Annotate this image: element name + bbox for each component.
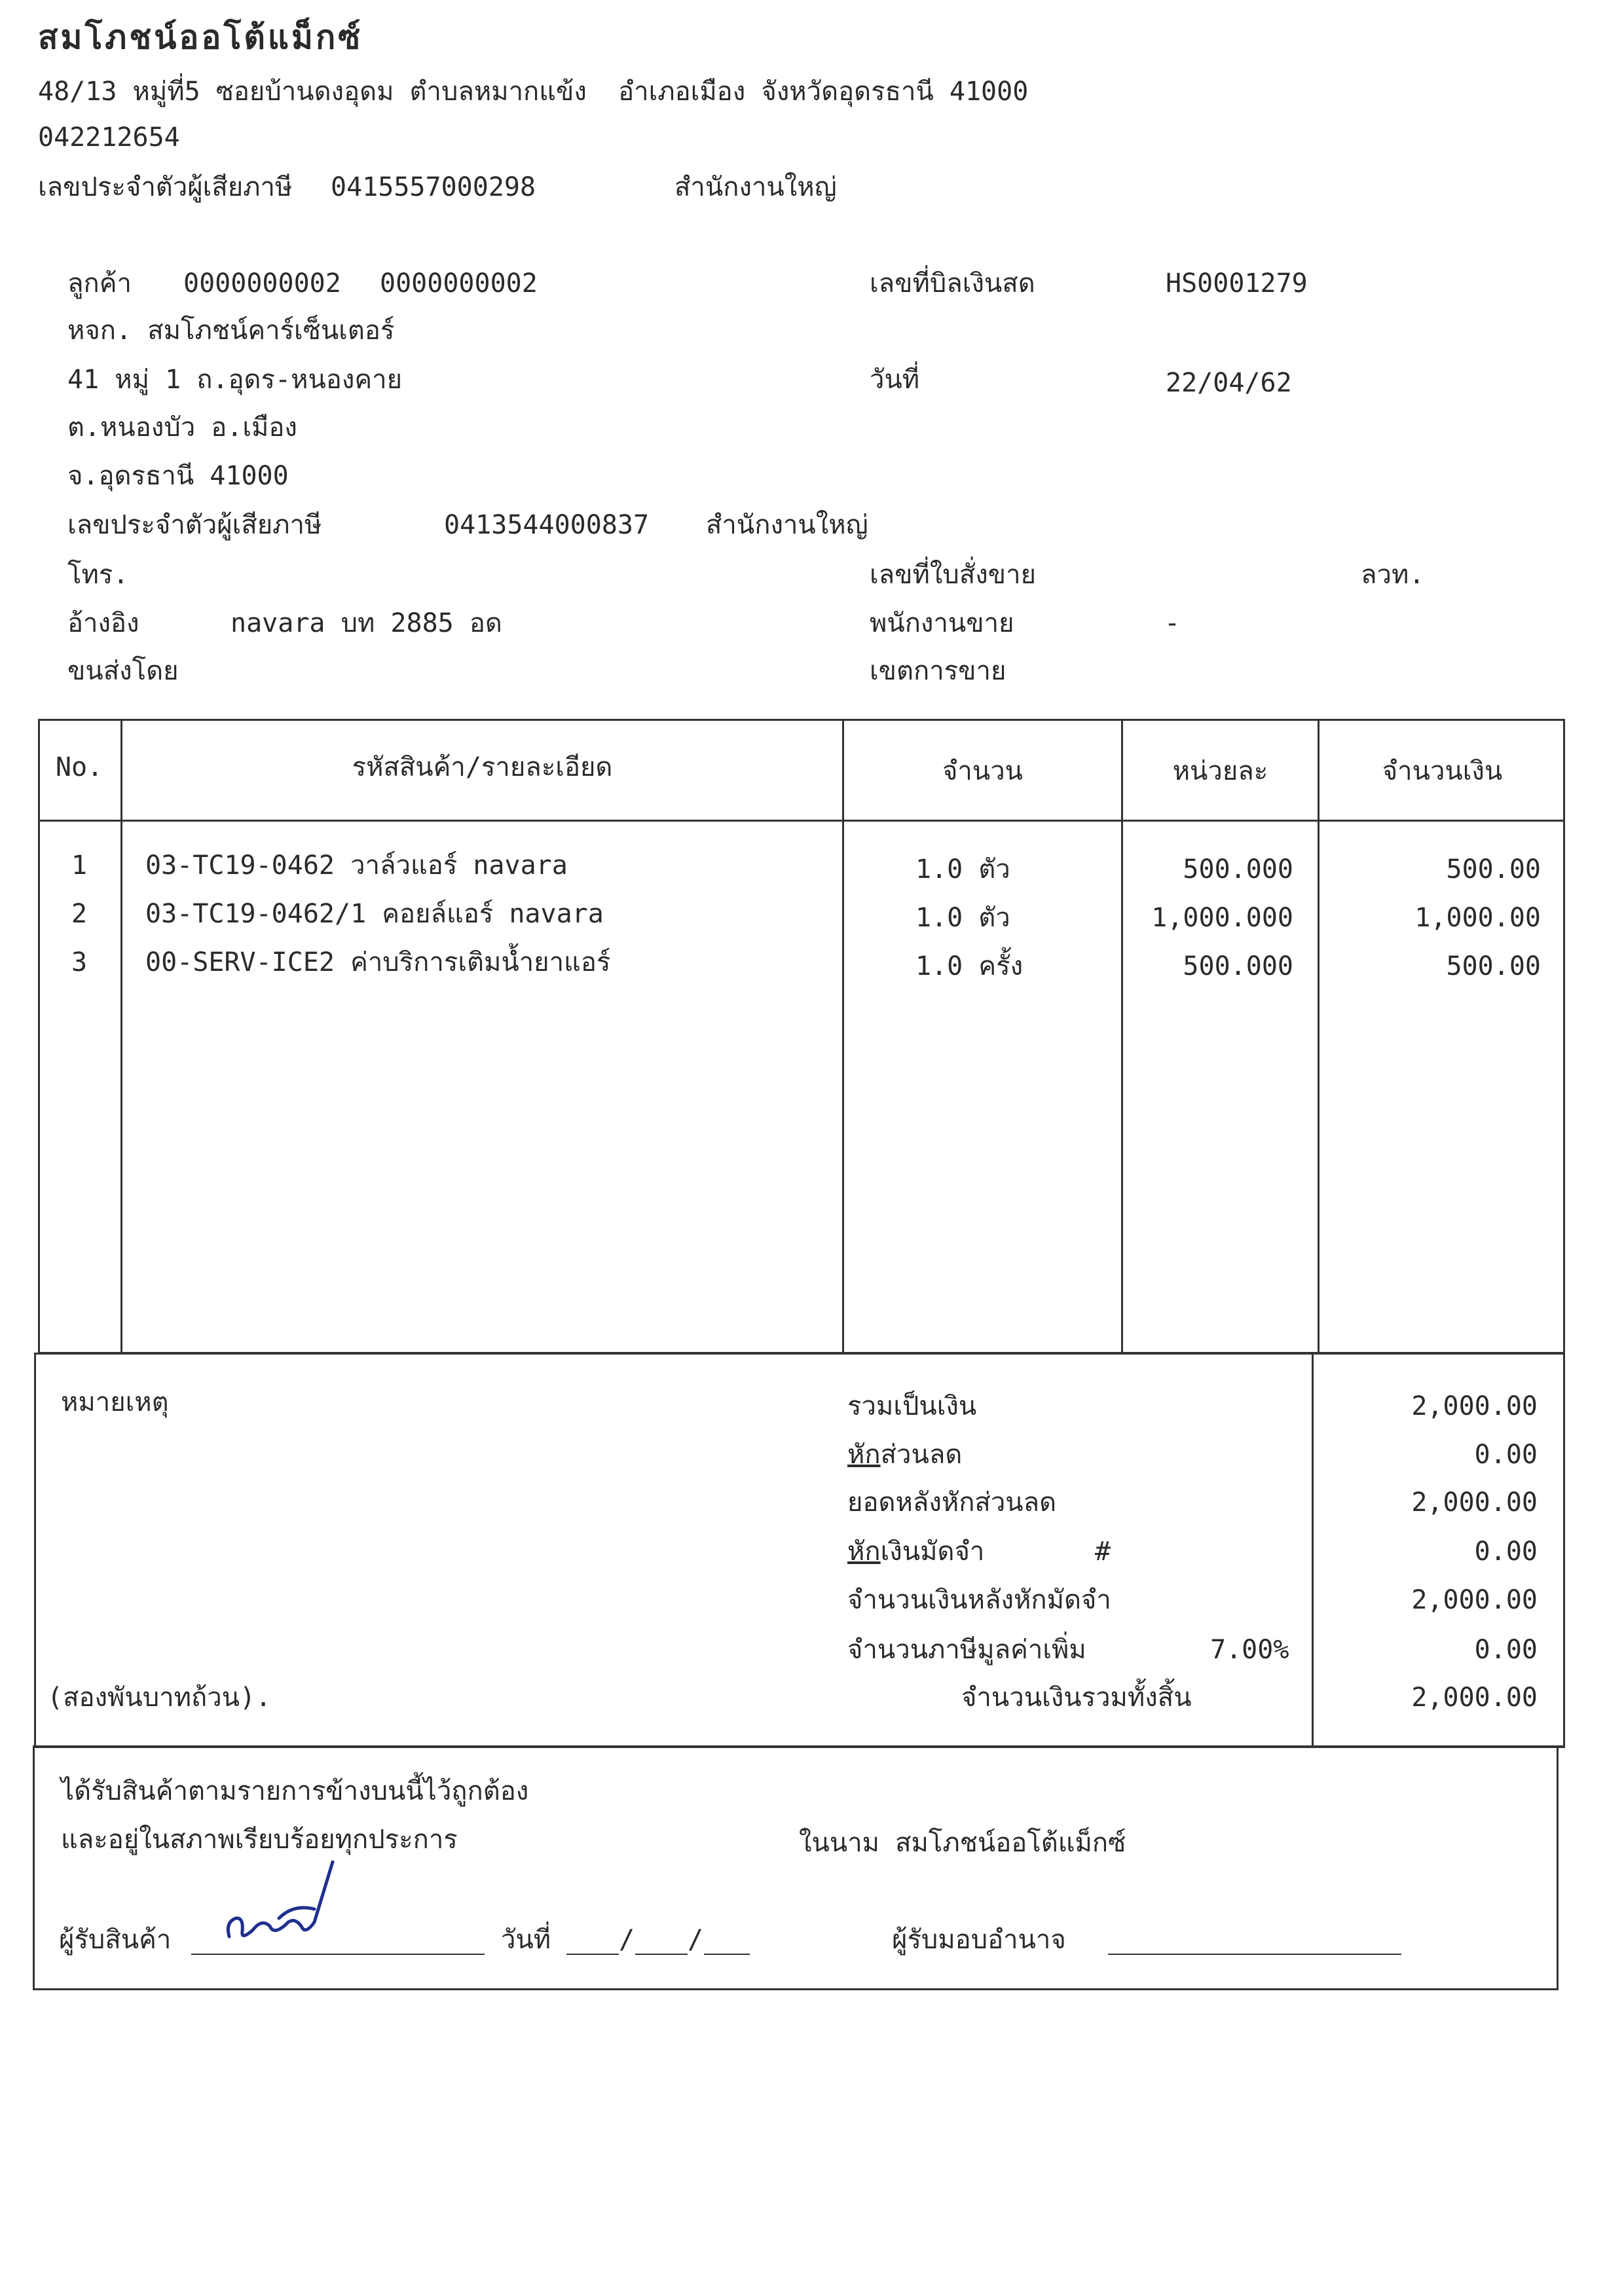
customer-name: หจก. สมโภชน์คาร์เซ็นเตอร์ — [67, 316, 395, 346]
sales-order-label: เลขที่ใบสั่งขาย — [870, 560, 1037, 590]
receiver-signature — [216, 1858, 354, 1956]
table-row-unit-price: 500.000 — [1183, 951, 1293, 981]
header-quantity: จำนวน — [942, 756, 1024, 786]
grand-total-value: 2,000.00 — [1411, 1683, 1538, 1713]
table-row-no: 2 — [71, 899, 88, 929]
after-discount-label: ยอดหลังหักส่วนลด — [847, 1487, 1057, 1518]
table-row-unit-price: 500.000 — [1183, 854, 1293, 884]
vat-label: จำนวนภาษีมูลค่าเพิ่ม — [847, 1635, 1086, 1665]
after-deposit-label: จำนวนเงินหลังหักมัดจำ — [847, 1585, 1111, 1615]
receive-date-label: วันที่ — [501, 1925, 551, 1955]
subtotal-label: รวมเป็นเงิน — [847, 1391, 977, 1421]
deposit-prefix: หัก — [847, 1537, 881, 1567]
bill-date: 22/04/62 — [1166, 368, 1292, 398]
customer-address-3: จ.อุดรธานี 41000 — [67, 461, 289, 491]
table-row-description: 03-TC19-0462 วาล์วแอร์ navara — [145, 850, 568, 881]
bill-number-label: เลขที่บิลเงินสด — [870, 268, 1035, 299]
salesperson-value: - — [1164, 608, 1181, 638]
company-tax-id: 0415557000298 — [331, 172, 536, 202]
customer-branch: สำนักงานใหญ่ — [706, 510, 868, 540]
customer-code-1: 0000000002 — [183, 268, 341, 299]
table-row-quantity: 1.0 ครั้ง — [915, 951, 1024, 981]
receiver-label: ผู้รับสินค้า — [59, 1925, 172, 1955]
column-divider — [1121, 719, 1123, 1354]
reference-label: อ้างอิง — [67, 608, 139, 638]
column-divider — [842, 719, 844, 1354]
deposit-value: 0.00 — [1474, 1537, 1538, 1567]
table-row-amount: 1,000.00 — [1414, 903, 1541, 933]
header-no: No. — [55, 752, 103, 782]
table-row-quantity: 1.0 ตัว — [915, 854, 1010, 884]
customer-phone-label: โทร. — [67, 560, 129, 590]
customer-address-1: 41 หมู่ 1 ถ.อุดร-หนองคาย — [67, 365, 403, 395]
after-discount-value: 2,000.00 — [1411, 1487, 1538, 1518]
date-day-line — [566, 1954, 619, 1955]
deposit-label-text: เงินมัดจำ — [880, 1537, 985, 1567]
sales-order-value: ลวท. — [1361, 560, 1425, 590]
table-row-amount: 500.00 — [1446, 951, 1541, 981]
amount-in-words: (สองพันบาทถ้วน). — [47, 1683, 272, 1713]
received-line-2: และอยู่ในสภาพเรียบร้อยทุกประการ — [61, 1825, 458, 1855]
table-row-unit-price: 1,000.000 — [1151, 903, 1293, 933]
date-year-line — [704, 1954, 750, 1955]
reference-value: navara บท 2885 อด — [231, 608, 502, 638]
discount-label — [847, 1442, 962, 1468]
salesperson-label: พนักงานขาย — [870, 608, 1014, 638]
authorized-signature-line — [1108, 1954, 1401, 1955]
subtotal-value: 2,000.00 — [1411, 1391, 1538, 1421]
column-divider — [1318, 719, 1320, 1354]
customer-tax-label: เลขประจำตัวผู้เสียภาษี — [67, 510, 322, 540]
after-deposit-value: 2,000.00 — [1411, 1585, 1538, 1615]
column-divider — [120, 719, 122, 1354]
bill-number: HS0001279 — [1166, 268, 1308, 299]
date-separator: / — [688, 1925, 704, 1955]
customer-tax-id: 0413544000837 — [444, 510, 650, 540]
company-name: สมโภชน์ออโต้แม็กซ์ — [38, 18, 363, 56]
table-row-description: 00-SERV-ICE2 ค่าบริการเติมน้ำยาแอร์ — [145, 947, 611, 977]
sales-area-label: เขตการขาย — [870, 656, 1006, 686]
header-unit-price: หน่วยละ — [1172, 756, 1268, 786]
header-description: รหัสสินค้า/รายละเอียด — [352, 752, 613, 782]
company-tax-label: เลขประจำตัวผู้เสียภาษี — [38, 172, 293, 202]
table-row-no: 1 — [71, 850, 88, 881]
date-separator: / — [619, 1925, 635, 1955]
discount-prefix: หัก — [847, 1440, 881, 1470]
received-line-1: ได้รับสินค้าตามรายการข้างบนนี้ไว้ถูกต้อง — [61, 1776, 529, 1806]
discount-label-text: ส่วนลด — [880, 1440, 963, 1470]
table-row-description: 03-TC19-0462/1 คอยล์แอร์ navara — [145, 899, 604, 929]
company-address: 48/13 หมู่ที่5 ซอยบ้านดงอุดม ตำบลหมากแข้ง อำเภอเมือง จังหวัดอุดรธานี 41000 — [38, 77, 1029, 107]
remark-label: หมายเหตุ — [61, 1387, 169, 1417]
date-month-line — [635, 1954, 688, 1955]
vat-rate: 7.00% — [1210, 1635, 1289, 1665]
grand-total-label: จำนวนเงินรวมทั้งสิ้น — [961, 1683, 1192, 1713]
authorized-person-label: ผู้รับมอบอำนาจ — [892, 1925, 1066, 1955]
shipping-label: ขนส่งโดย — [67, 656, 179, 686]
customer-code-2: 0000000002 — [380, 268, 538, 299]
discount-value: 0.00 — [1474, 1440, 1538, 1470]
table-row-no: 3 — [71, 947, 88, 977]
header-amount: จำนวนเงิน — [1382, 756, 1503, 786]
company-phone: 042212654 — [38, 122, 180, 153]
customer-address-2: ต.หนองบัว อ.เมือง — [67, 412, 297, 443]
items-table — [38, 719, 1565, 1354]
deposit-label — [847, 1539, 984, 1565]
table-header-divider — [38, 820, 1565, 822]
table-row-amount: 500.00 — [1446, 854, 1541, 884]
customer-label: ลูกค้า — [67, 268, 132, 299]
on-behalf-of: ในนาม สมโภชน์ออโต้แม็กซ์ — [799, 1828, 1126, 1858]
vat-value: 0.00 — [1474, 1635, 1538, 1665]
bill-date-label: วันที่ — [870, 365, 920, 395]
company-branch: สำนักงานใหญ่ — [674, 172, 837, 202]
deposit-hash: # — [1095, 1537, 1111, 1567]
table-row-quantity: 1.0 ตัว — [915, 903, 1010, 933]
